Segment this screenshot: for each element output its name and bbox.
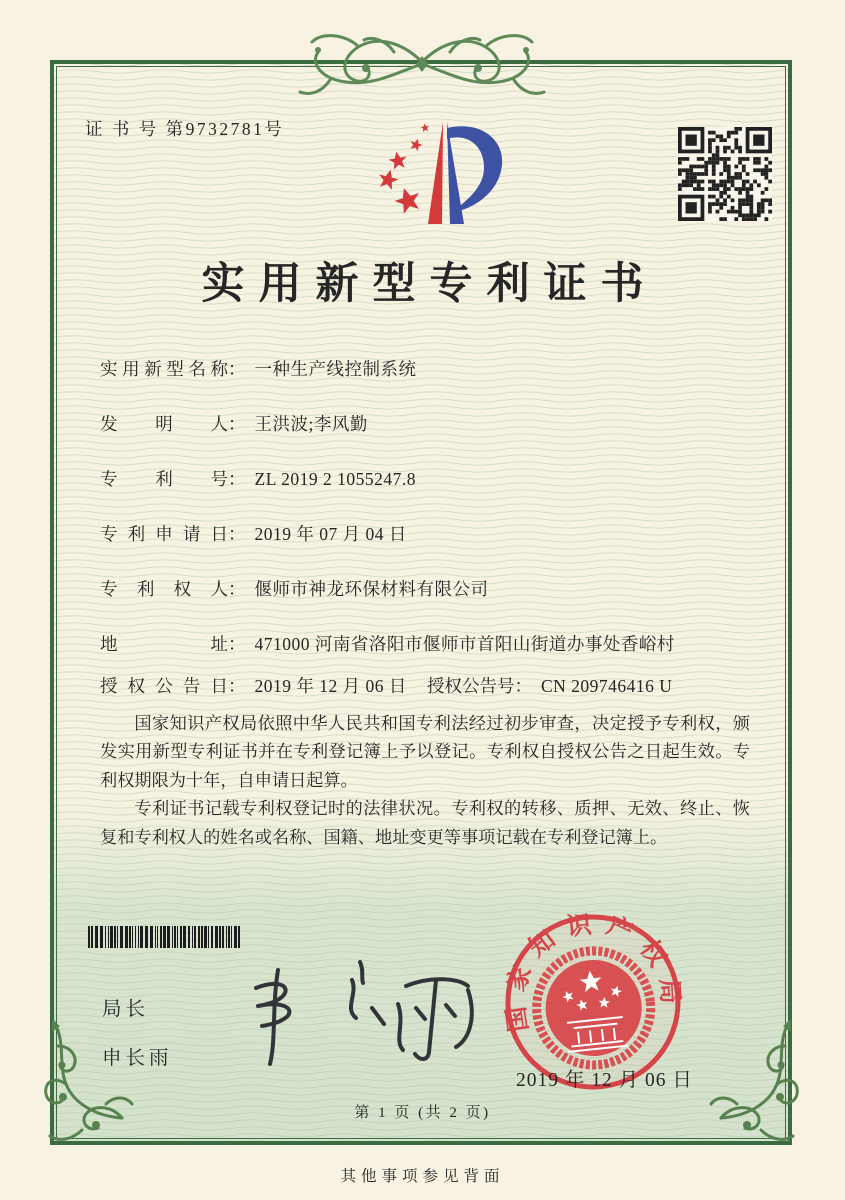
cnipa-logo: [350, 116, 515, 236]
colon: ：: [228, 359, 246, 379]
field-value: 2019 年 12 月 06 日: [254, 676, 407, 696]
colon: ：: [228, 579, 246, 599]
colon: ：: [228, 676, 246, 696]
field-row-patentee: [100, 576, 750, 631]
qr-code: [678, 127, 772, 221]
director-name: 申长雨: [102, 1047, 173, 1069]
colon: ：: [228, 634, 246, 654]
colon: ：: [228, 414, 246, 434]
field-label: 专利号: [100, 469, 228, 489]
field-label: 地址: [100, 634, 228, 654]
field-row-address: [100, 631, 750, 673]
green-scroll-ornament-top: [282, 12, 562, 112]
green-scroll-ornament-bottom-right: [697, 1012, 807, 1152]
field-row-patent-number: [100, 466, 750, 521]
seal-date: 2019 年 12 月 06 日: [516, 1070, 693, 1091]
colon: ：: [514, 676, 532, 696]
barcode: [88, 926, 243, 948]
director-title: 局长: [102, 998, 150, 1020]
field-value: 2019 年 07 月 04 日: [254, 524, 407, 544]
field-label: 实用新型名称: [100, 359, 228, 379]
field-label: 专利权人: [100, 579, 228, 599]
director-block: [102, 993, 173, 1070]
field-value: CN 209746416 U: [541, 676, 673, 696]
field-label: 专利申请日: [100, 524, 228, 544]
field-label: 发明人: [100, 414, 228, 434]
legal-paragraph-1: 国家知识产权局依照中华人民共和国专利法经过初步审查，决定授予专利权，颁发实用新型专利证书并在专利登记簿上予以登记。专利权自授权公告之日起生效。专利权期限为十年，自申请日起算。: [100, 714, 750, 790]
seal-text: 国家知识产权局: [501, 910, 684, 1034]
field-value: 偃师市神龙环保材料有限公司: [254, 579, 489, 599]
page-number: 第 1 页 (共 2 页): [354, 1105, 491, 1121]
colon: ：: [228, 524, 246, 544]
back-side-note: 其他事项参见背面: [340, 1168, 505, 1185]
field-value: ZL 2019 2 1055247.8: [254, 469, 416, 489]
field-pair-grant-number: [427, 673, 672, 698]
colon: ：: [228, 469, 246, 489]
director-signature: [240, 950, 480, 1075]
field-row-name: [100, 356, 750, 411]
field-label: 授权公告日: [100, 676, 228, 696]
field-value: 王洪波;李风勤: [254, 414, 368, 434]
field-list: [100, 356, 750, 728]
field-label: 授权公告号: [427, 676, 515, 696]
field-row-filing-date: [100, 521, 750, 576]
field-value: 471000 河南省洛阳市偃师市首阳山街道办事处香峪村: [254, 634, 675, 654]
field-value: 一种生产线控制系统: [254, 359, 417, 379]
field-row-inventor: [100, 411, 750, 466]
legal-text: [100, 710, 750, 852]
certificate-title: 实用新型专利证书: [201, 261, 658, 308]
certificate-number: 证 书 号 第9732781号: [85, 119, 285, 139]
legal-paragraph-2: 专利证书记载专利权登记时的法律状况。专利权的转移、质押、无效、终止、恢复和专利权人的姓名或名称、国籍、地址变更等事项记载在专利登记簿上。: [100, 799, 750, 847]
